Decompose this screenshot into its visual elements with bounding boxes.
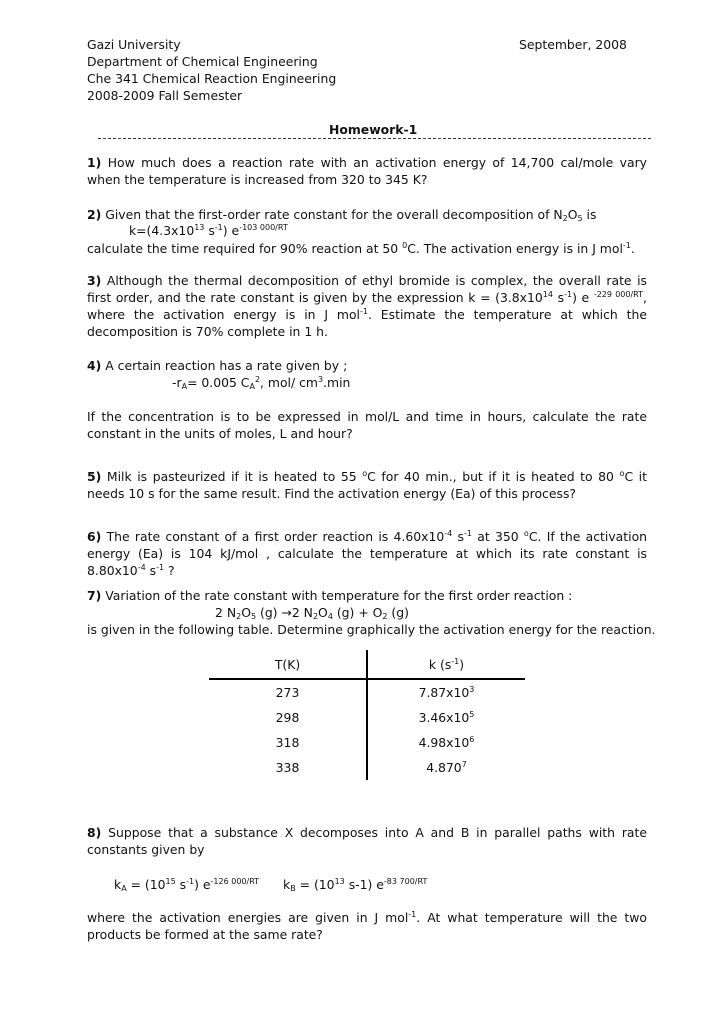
- question-3: 3) Although the thermal decomposition of ethyl bromide is complex, the overall rate is first order, and the rate constant is given by the expression $k = (3.8x10^{14}$ $s^{-1}$) e $^{-229 000/RT}$, where the activation energy is in J mol$^{-1}$. Estimate the temperature at which the decomposition is 70% complete in 1 h.: [87, 273, 647, 339]
- table-row: [209, 679, 525, 705]
- question-number: 3): [87, 273, 102, 288]
- rate-equation: $-r_A= 0.005$ $C_A^2$, mol/ $cm^3.\min$: [172, 375, 351, 391]
- question-text: Suppose that a substance X decomposes into A and B in parallel paths with rate constants given by: [87, 825, 647, 857]
- table-cell-temperature: 318: [209, 730, 367, 755]
- table-row: [209, 755, 525, 780]
- department-name: Department of Chemical Engineering: [87, 54, 318, 69]
- question-number: 7): [87, 588, 102, 603]
- question-number: 2): [87, 207, 102, 222]
- page-title: Homework-1: [329, 122, 418, 137]
- question-text: Variation of the rate constant with temperature for the first order reaction :: [105, 588, 573, 603]
- rate-constant-kb: $k_B = (10^{13}$ s-1) $e^{-83 700/RT}$: [283, 877, 428, 893]
- question-1: [87, 154, 647, 188]
- question-8: [87, 824, 647, 858]
- rate-constant-ka: $k_A = (10^{15}$ $s^{-1}$) $e^{-126 000/RT}$: [114, 877, 260, 893]
- question-4: [87, 357, 347, 374]
- question-number: 6): [87, 529, 102, 544]
- course-name: Che 341 Chemical Reaction Engineering: [87, 71, 337, 86]
- question-number: 1): [87, 155, 102, 170]
- question-2-line2: calculate the time required for 90% reaction at 50 $^0$C. The activation energy is in J mol$^{-1}$.: [87, 241, 635, 256]
- semester: 2008-2009 Fall Semester: [87, 88, 243, 103]
- table-header-rate-constant: k $(s^{-1})$: [367, 650, 525, 679]
- table-header-row: [209, 650, 525, 679]
- question-7: [87, 587, 572, 604]
- question-number: 5): [87, 469, 102, 484]
- question-number: 8): [87, 825, 102, 840]
- rate-constant-equation: $k=(4.3x10^{13}$ $s^{-1}$) $e^{-103 000/RT}$: [129, 223, 288, 238]
- university-name: Gazi University: [87, 37, 181, 52]
- table-cell-temperature: 273: [209, 679, 367, 705]
- document-date: September, 2008: [519, 37, 627, 52]
- table-cell-temperature: 298: [209, 705, 367, 730]
- reaction-equation: 2 $N_2O_5$ (g) →2 $N_2O_4$ $(g) + O_2$ (g): [215, 605, 409, 621]
- question-2: 2) Given that the first-order rate constant for the overall decomposition of $N_2O_5$ is: [87, 207, 597, 223]
- table-row: [209, 730, 525, 755]
- table-header-temperature: T(K): [209, 650, 367, 679]
- question-number: 4): [87, 358, 102, 373]
- table-cell-temperature: 338: [209, 755, 367, 780]
- question-text: A certain reaction has a rate given by ;: [105, 358, 348, 373]
- rate-constant-table: [209, 650, 525, 780]
- question-7-followup: is given in the following table. Determine graphically the activation energy for the reaction.: [87, 622, 656, 637]
- question-5: 5) Milk is pasteurized if it is heated to 55 $^o$C for 40 min., but if it is heated to 80 $^o$C it needs 10 s for the same result. Find the activation energy (Ea) of this process?: [87, 469, 647, 501]
- question-4-followup: If the concentration is to be expressed in mol/L and time in hours, calculate the rate constant in the units of moles, L and hour?: [87, 409, 647, 441]
- table-cell-rate-constant: $4.98x10^6$: [418, 735, 475, 750]
- question-text: Given that the first-order rate constant for the overall decomposition of N: [105, 207, 563, 222]
- table-cell-rate-constant: $3.46x10^5$: [418, 710, 475, 725]
- table-cell-rate-constant: 4.870$^7$: [426, 760, 467, 775]
- question-6: 6) The rate constant of a first order reaction is $4.60x10^{-4}$ $s^{-1}$ at 350 $^o$C. If the activation energy (Ea) is 104 kJ/mol , calculate the temperature at which its rate constant is $8.80x10^{-4}$ $s^{-1}$ ?: [87, 529, 647, 578]
- table-cell-rate-constant: $7.87x10^3$: [418, 685, 475, 700]
- dashed-divider: [98, 138, 651, 139]
- reaction-arrow: →: [281, 605, 292, 620]
- question-8-followup: where the activation energies are given in J mol$^{-1}$. At what temperature will the two products be formed at the same rate?: [87, 910, 647, 942]
- table-row: [209, 705, 525, 730]
- question-text: How much does a reaction rate with an activation energy of 14,700 cal/mole vary when the temperature is increased from 320 to 345 K?: [87, 155, 647, 187]
